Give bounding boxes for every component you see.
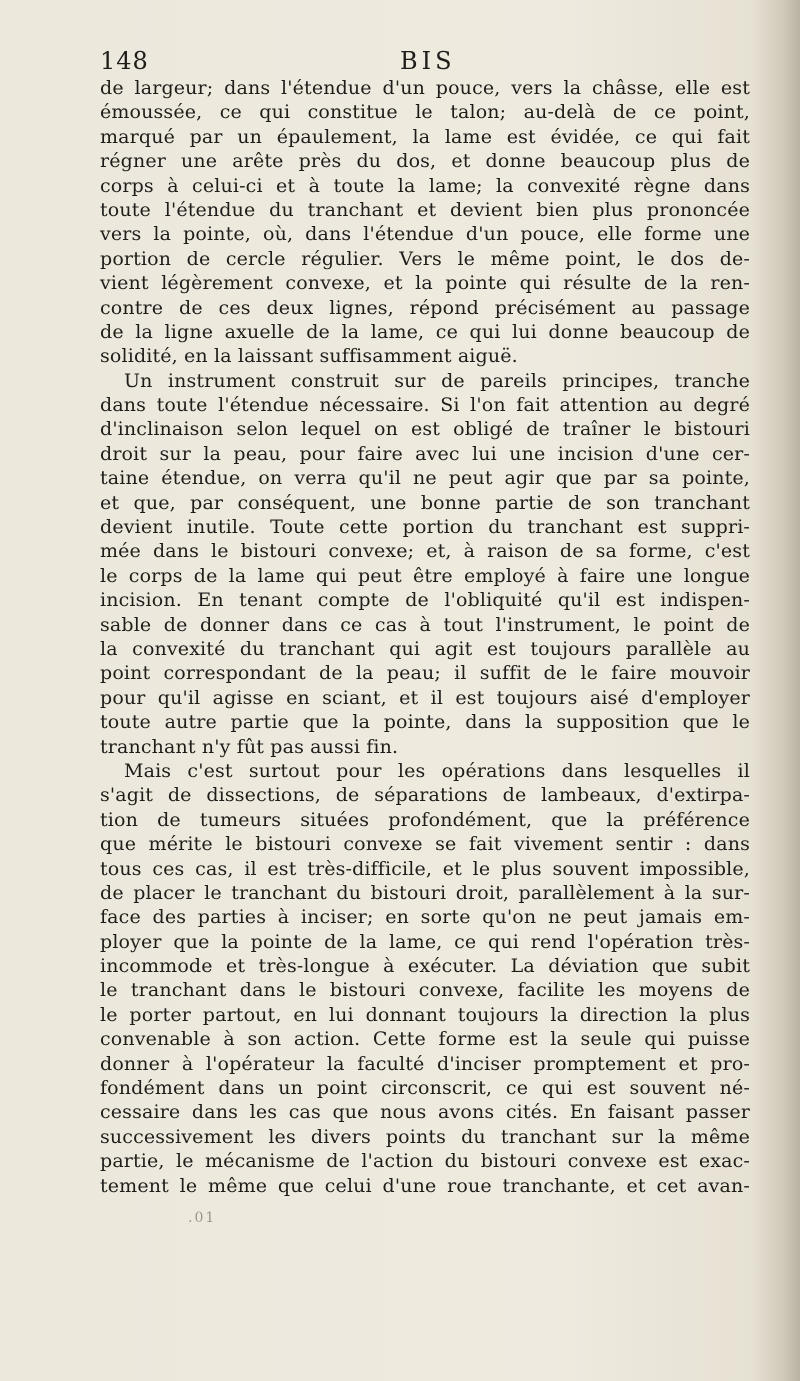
text-line: que mérite le bistouri convexe se fait vivement sentir : dans [100, 833, 750, 856]
text-line: solidité, en la laissant suffisamment aiguë. [100, 345, 518, 368]
text-line: convenable à son action. Cette forme est la seule qui puisse [100, 1028, 750, 1051]
text-line: devient inutile. Toute cette portion du tranchant est suppri- [100, 516, 750, 539]
text-line: cessaire dans les cas que nous avons cités. En faisant passer [100, 1101, 750, 1124]
text-line: sable de donner dans ce cas à tout l'instrument, le point de [100, 613, 750, 636]
text-line: face des parties à inciser; en sorte qu'on ne peut jamais em- [100, 906, 750, 929]
footer-mark: .01 [188, 1210, 217, 1226]
text-line: mée dans le bistouri convexe; et, à raison de sa forme, c'est [100, 540, 750, 563]
text-line: régner une arête près du dos, et donne beaucoup plus de [100, 150, 750, 173]
text-line: émoussée, ce qui constitue le talon; au-delà de ce point, [100, 101, 750, 124]
text-line: toute autre partie que la pointe, dans la supposition que le [100, 711, 750, 734]
text-line: vient légèrement convexe, et la pointe qui résulte de la ren- [100, 272, 750, 295]
text-line: vers la pointe, où, dans l'étendue d'un pouce, elle forme une [100, 223, 750, 246]
text-line: incision. En tenant compte de l'obliquité qu'il est indispen- [100, 589, 750, 612]
text-line: corps à celui-ci et à toute la lame; la convexité règne dans [100, 174, 750, 197]
text-line: incommode et très-longue à exécuter. La déviation que subit [100, 955, 750, 978]
text-line: la convexité du tranchant qui agit est toujours parallèle au [100, 637, 750, 660]
text-line: le corps de la lame qui peut être employé à faire une longue [100, 564, 750, 587]
text-line: donner à l'opérateur la faculté d'inciser promptement et pro- [100, 1052, 750, 1075]
text-line: ployer que la pointe de la lame, ce qui rend l'opération très- [100, 930, 750, 953]
text-line: toute l'étendue du tranchant et devient bien plus prononcée [100, 198, 750, 221]
text-line: successivement les divers points du tranchant sur la même [100, 1125, 750, 1148]
page-header [100, 44, 760, 78]
text-line: le porter partout, en lui donnant toujours la direction la plus [100, 1003, 750, 1026]
text-line: Un instrument construit sur de pareils principes, tranche [124, 369, 750, 392]
text-line: de la ligne axuelle de la lame, ce qui lui donne beaucoup de [100, 320, 750, 343]
text-line: le tranchant dans le bistouri convexe, facilite les moyens de [100, 979, 750, 1002]
text-line: dans toute l'étendue nécessaire. Si l'on fait attention au degré [100, 394, 750, 417]
text-line: de placer le tranchant du bistouri droit, parallèlement à la sur- [100, 881, 750, 904]
text-line: droit sur la peau, pour faire avec lui une incision d'une cer- [100, 442, 750, 465]
text-line: portion de cercle régulier. Vers le même point, le dos de- [100, 247, 750, 270]
text-line: tous ces cas, il est très-difficile, et le plus souvent impossible, [100, 857, 750, 880]
text-line: point correspondant de la peau; il suffit de le faire mouvoir [100, 662, 750, 685]
text-line: d'inclinaison selon lequel on est obligé de traîner le bistouri [100, 418, 750, 441]
text-line: Mais c'est surtout pour les opérations dans lesquelles il [124, 759, 750, 782]
text-line: fondément dans un point circonscrit, ce qui est souvent né- [100, 1077, 750, 1100]
running-head: BIS [400, 47, 456, 75]
page-number: 148 [100, 47, 149, 75]
text-line: contre de ces deux lignes, répond précisément au passage [100, 296, 750, 319]
text-line: marqué par un épaulement, la lame est évidée, ce qui fait [100, 125, 750, 148]
body-text [100, 76, 750, 1198]
text-line: taine étendue, on verra qu'il ne peut agir que par sa pointe, [100, 467, 750, 490]
text-line: tion de tumeurs situées profondément, que la préférence [100, 808, 750, 831]
text-line: partie, le mécanisme de l'action du bistouri convexe est exac- [100, 1150, 750, 1173]
text-line: de largeur; dans l'étendue d'un pouce, vers la châsse, elle est [100, 77, 750, 99]
text-line: et que, par conséquent, une bonne partie de son tranchant [100, 491, 750, 514]
text-line: tranchant n'y fût pas aussi fin. [100, 735, 399, 758]
text-line: tement le même que celui d'une roue tranchante, et cet avan- [100, 1174, 750, 1197]
text-line: s'agit de dissections, de séparations de lambeaux, d'extirpa- [100, 784, 750, 807]
text-line: pour qu'il agisse en sciant, et il est toujours aisé d'employer [100, 686, 750, 709]
